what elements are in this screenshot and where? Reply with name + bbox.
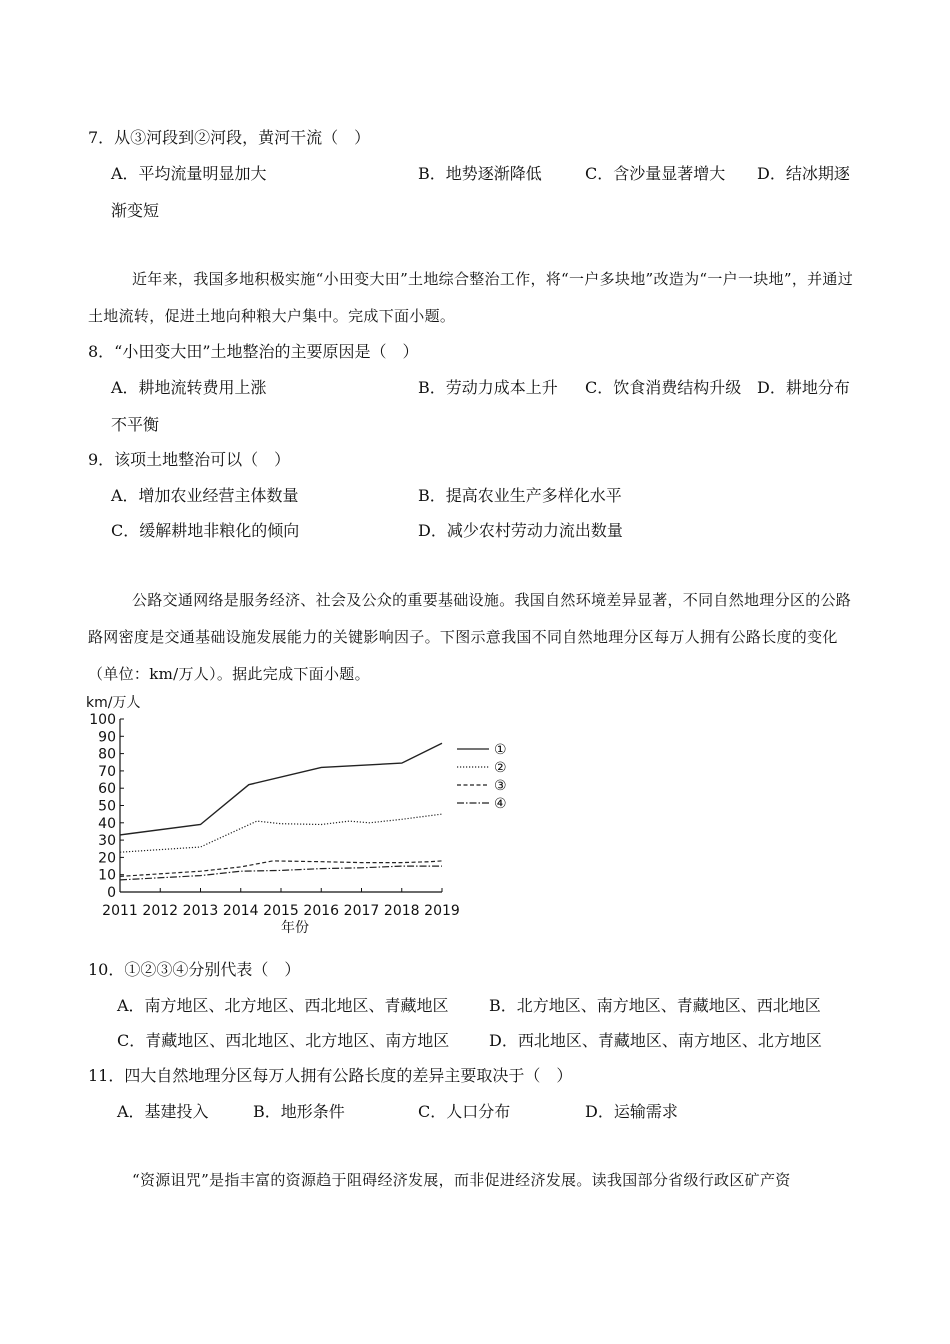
y-tick-labels xyxy=(89,712,116,901)
x-tick-label: 2019 xyxy=(424,903,460,919)
legend-label-4: ④ xyxy=(494,796,507,812)
q11-stem: 11．四大自然地理分区每万人拥有公路长度的差异主要取决于（ ） xyxy=(88,1066,573,1085)
legend-label-2: ② xyxy=(494,760,507,776)
y-tick-label: 10 xyxy=(98,867,116,884)
legend-label-1: ① xyxy=(494,742,507,758)
x-tick-label: 2012 xyxy=(142,903,179,919)
y-tick-label: 20 xyxy=(98,850,116,867)
q7-option-c: C．含沙量显著增大 xyxy=(585,164,726,183)
q9-stem: 9．该项土地整治可以（ ） xyxy=(88,450,291,469)
x-axis-label: 年份 xyxy=(281,920,309,936)
chart-axes xyxy=(120,719,442,892)
y-tick-label: 60 xyxy=(98,781,116,798)
q7-option-b: B．地势逐渐降低 xyxy=(418,164,542,183)
q10-stem: 10．①②③④分别代表（ ） xyxy=(88,960,301,979)
q9-option-d: D．减少农村劳动力流出数量 xyxy=(418,521,623,540)
passage-road-network: 公路交通网络是服务经济、社会及公众的重要基础设施。我国自然环境差异显著，不同自然地理分区的公路路网密度是交通基础设施发展能力的关键影响因子。下图示意我国不同自然地理分区每万人拥有公路长度的变化（单位：km/万人）。据此完成下面小题。 xyxy=(88,591,852,683)
y-tick-label: 90 xyxy=(98,729,116,746)
passage-resource-curse: “资源诅咒”是指丰富的资源趋于阻碍经济发展，而非促进经济发展。读我国部分省级行政区矿产资 xyxy=(132,1171,791,1189)
q9-option-a: A．增加农业经营主体数量 xyxy=(111,486,299,505)
q10-option-d: D．西北地区、青藏地区、南方地区、北方地区 xyxy=(489,1031,822,1050)
y-tick-label: 80 xyxy=(98,746,116,763)
q9-option-c: C．缓解耕地非粮化的倾向 xyxy=(111,521,300,540)
q10-option-c: C．青藏地区、西北地区、北方地区、南方地区 xyxy=(117,1031,450,1050)
passage-land-consolidation: 近年来，我国多地积极实施“小田变大田”土地综合整治工作，将“一户多块地”改造为“一户一块地”，并通过土地流转，促进土地向种粮大户集中。完成下面小题。 xyxy=(88,270,854,325)
x-tick-label: 2018 xyxy=(383,903,420,919)
chart-legend xyxy=(457,742,507,812)
y-tick-label: 40 xyxy=(98,815,116,832)
y-tick-label: 70 xyxy=(98,763,116,780)
y-tick-label: 0 xyxy=(107,885,116,901)
y-tick-label: 30 xyxy=(98,833,116,850)
q8-option-d-wrap: 不平衡 xyxy=(111,415,160,434)
x-tick-label: 2013 xyxy=(182,903,219,919)
q11-option-d: D．运输需求 xyxy=(585,1102,678,1121)
q9-option-b: B．提高农业生产多样化水平 xyxy=(418,486,622,505)
legend-label-3: ③ xyxy=(494,778,507,794)
q7-option-d-wrap: 渐变短 xyxy=(111,201,160,220)
x-tick-label: 2014 xyxy=(222,903,259,919)
q11-option-a: A．基建投入 xyxy=(117,1102,209,1121)
x-tick-label: 2016 xyxy=(303,903,340,919)
x-tick-label: 2015 xyxy=(263,903,299,919)
series-line-2 xyxy=(120,814,442,852)
q7-option-a: A．平均流量明显加大 xyxy=(111,164,267,183)
q10-option-b: B．北方地区、南方地区、青藏地区、西北地区 xyxy=(489,996,821,1015)
q11-option-c: C．人口分布 xyxy=(418,1102,511,1121)
q8-stem: 8．“小田变大田”土地整治的主要原因是（ ） xyxy=(88,342,419,361)
chart-series-lines xyxy=(120,743,442,880)
q10-option-a: A．南方地区、北方地区、西北地区、青藏地区 xyxy=(117,996,449,1015)
road-length-line-chart xyxy=(84,692,524,938)
y-tick-label: 100 xyxy=(89,712,116,728)
y-tick-label: 50 xyxy=(98,798,116,815)
q8-option-d: D．耕地分布 xyxy=(757,378,850,397)
q8-option-b: B．劳动力成本上升 xyxy=(418,378,558,397)
q11-option-b: B．地形条件 xyxy=(253,1102,345,1121)
q8-option-a: A．耕地流转费用上涨 xyxy=(111,378,267,397)
x-tick-label: 2011 xyxy=(102,903,138,919)
q7-stem: 7．从③河段到②河段，黄河干流（ ） xyxy=(88,128,371,147)
series-line-3 xyxy=(120,861,442,877)
series-line-1 xyxy=(120,743,442,835)
y-axis-label: km/万人 xyxy=(86,695,141,711)
q7-option-d: D．结冰期逐 xyxy=(757,164,850,183)
q8-option-c: C．饮食消费结构升级 xyxy=(585,378,742,397)
x-tick-labels xyxy=(102,903,460,919)
x-tick-label: 2017 xyxy=(343,903,380,919)
